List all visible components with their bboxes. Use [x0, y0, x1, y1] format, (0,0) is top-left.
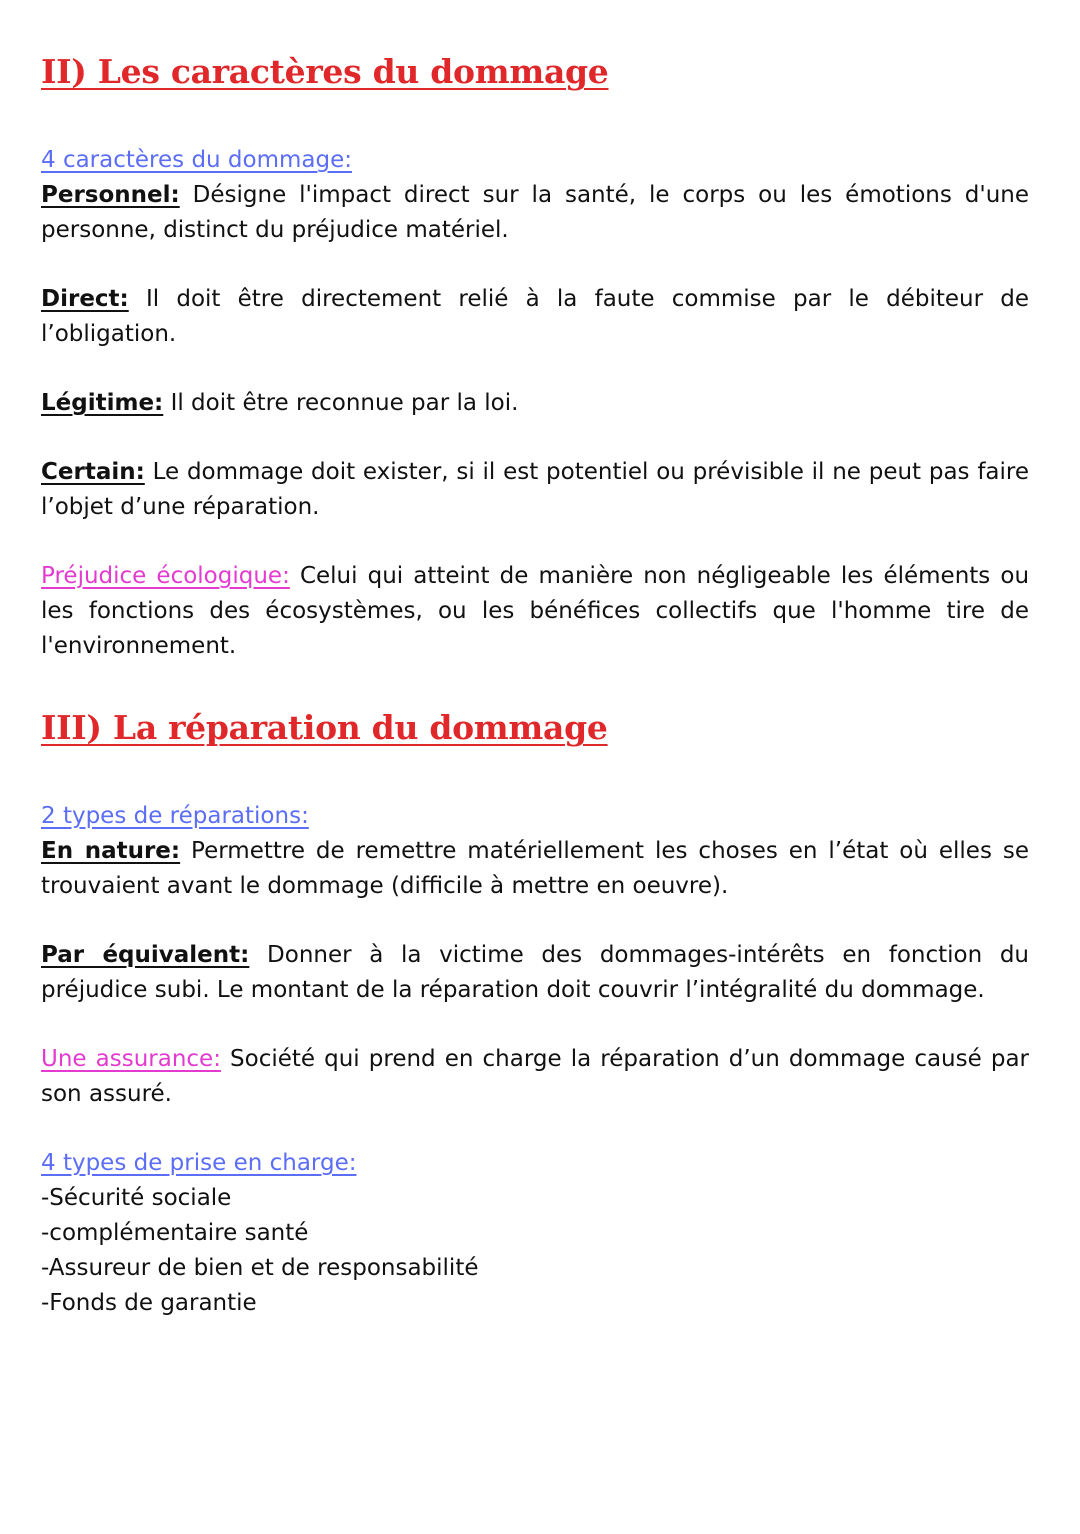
- text-par-equivalent: Donner à la victime des dommages-intérêts en fonction du préjudice subi. Le montant de la réparation doit couvrir l’intégralité du dommage.: [41, 942, 1030, 1003]
- item-personnel: [41, 178, 1029, 248]
- item-prejudice-ecologique: [41, 559, 1029, 664]
- text-certain: Le dommage doit exister, si il est potentiel ou prévisible il ne peut pas faire l’objet d’une réparation.: [41, 459, 1030, 520]
- item-direct: [41, 282, 1029, 352]
- term-assurance: Une assurance:: [41, 1046, 221, 1072]
- list-item: -Fonds de garantie: [41, 1290, 257, 1316]
- text-personnel: Désigne l'impact direct sur la santé, le corps ou les émotions d'une personne, distinct du préjudice matériel.: [41, 182, 1030, 243]
- term-par-equivalent: Par équivalent:: [41, 942, 250, 968]
- term-en-nature: En nature:: [41, 838, 181, 864]
- term-certain: Certain:: [41, 459, 145, 485]
- item-par-equivalent: [41, 938, 1029, 1008]
- item-certain: [41, 455, 1029, 525]
- prise-en-charge-list: [41, 1181, 1029, 1321]
- text-assurance: Société qui prend en charge la réparation d’un dommage causé par son assuré.: [41, 1046, 1029, 1107]
- term-personnel: Personnel:: [41, 182, 180, 208]
- section-title-reparation: III) La réparation du dommage: [41, 708, 608, 747]
- document-page: [41, 48, 1029, 1321]
- subhead-reparations: 2 types de réparations:: [41, 803, 309, 829]
- text-prejudice-ecologique: Celui qui atteint de manière non négligeable les éléments ou les fonctions des écosystèmes, ou les bénéfices collectifs que l'homme tire de l'environnement.: [41, 563, 1030, 659]
- subhead-prise-en-charge: 4 types de prise en charge:: [41, 1150, 357, 1176]
- item-legitime: [41, 386, 1029, 421]
- subhead-caracteres: 4 caractères du dommage:: [41, 147, 353, 173]
- text-legitime: Il doit être reconnue par la loi.: [170, 390, 519, 416]
- section-title-caracteres: II) Les caractères du dommage: [41, 52, 609, 91]
- text-en-nature: Permettre de remettre matériellement les choses en l’état où elles se trouvaient avant le dommage (difficile à mettre en oeuvre).: [41, 838, 1029, 899]
- term-legitime: Légitime:: [41, 390, 164, 416]
- list-item: -Assureur de bien et de responsabilité: [41, 1255, 479, 1281]
- term-direct: Direct:: [41, 286, 129, 312]
- term-prejudice-ecologique: Préjudice écologique:: [41, 563, 290, 589]
- item-en-nature: [41, 834, 1029, 904]
- list-item: -Sécurité sociale: [41, 1185, 232, 1211]
- item-assurance: [41, 1042, 1029, 1112]
- text-direct: Il doit être directement relié à la faute commise par le débiteur de l’obligation.: [41, 286, 1030, 347]
- list-item: -complémentaire santé: [41, 1220, 309, 1246]
